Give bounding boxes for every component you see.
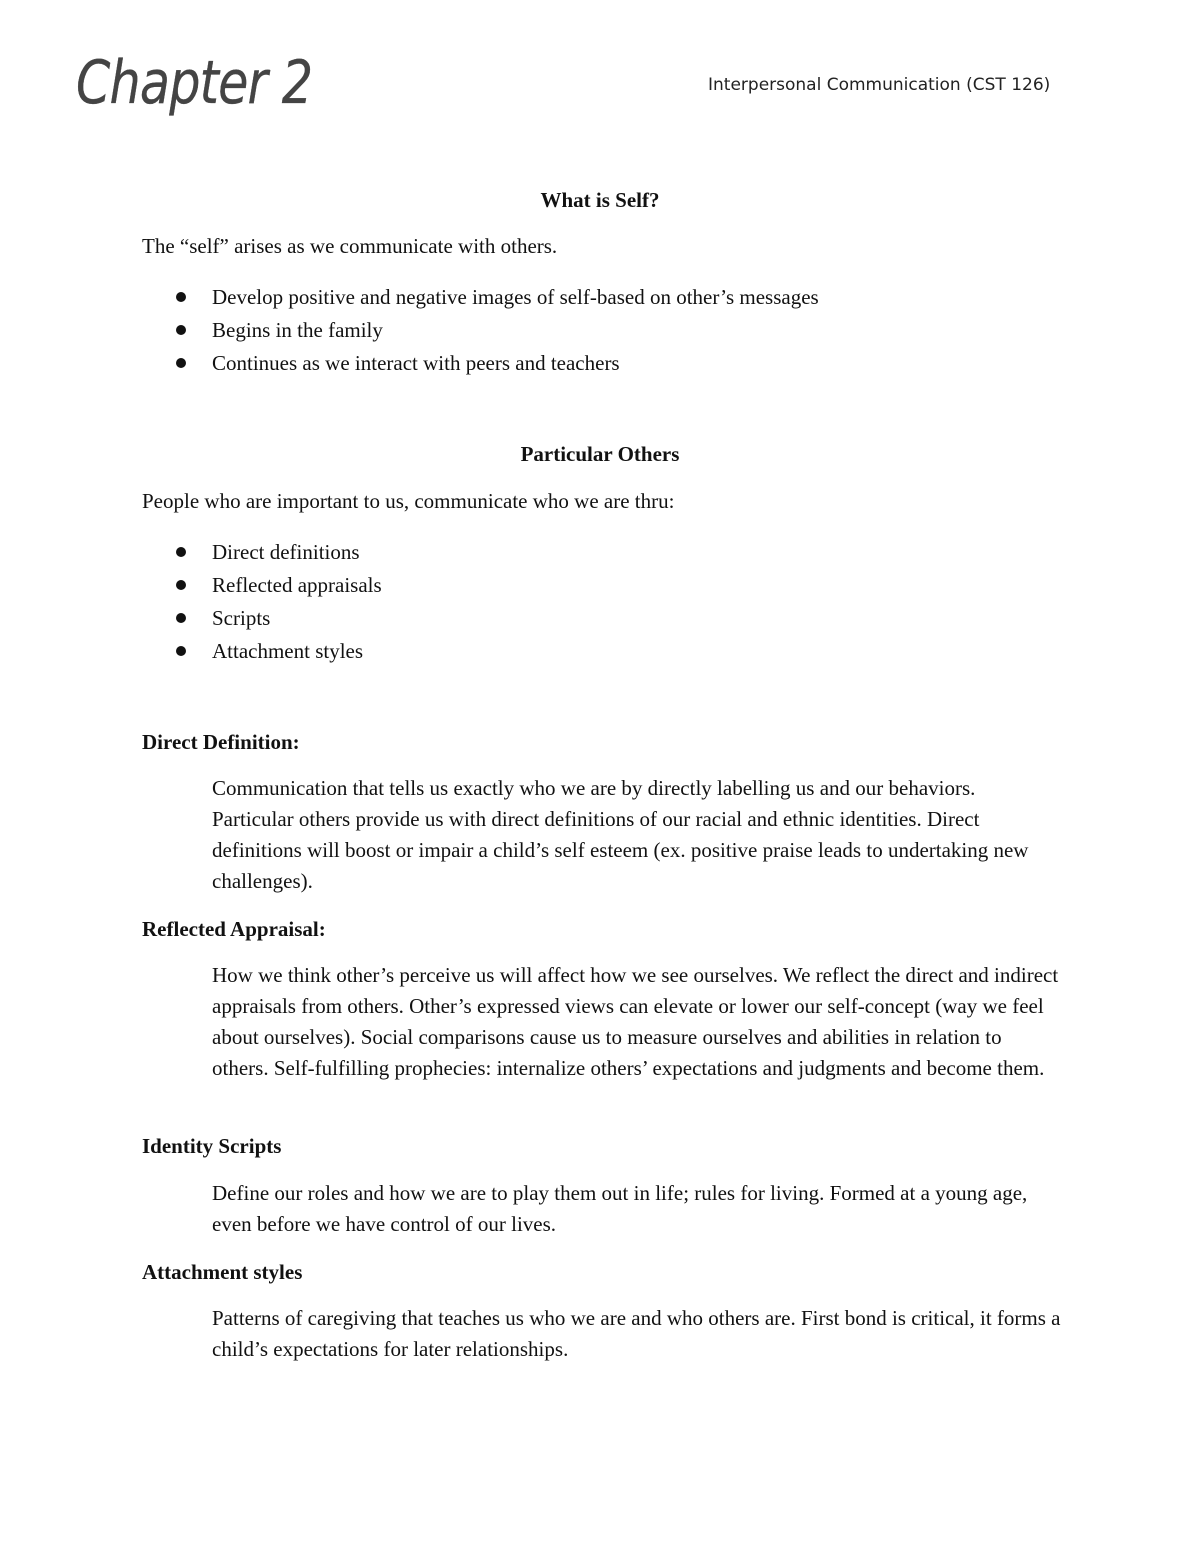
term-body-attachment-styles: Patterns of caregiving that teaches us who we are and who others are. First bond is critical, it forms a child’s expectations for later relationships. [212, 1306, 1061, 1361]
term-heading-attachment-styles: Attachment styles [142, 1260, 303, 1284]
bullet-icon [176, 613, 186, 623]
section-intro-self: The “self” arises as we communicate with others. [142, 234, 558, 258]
term-heading-direct-definition: Direct Definition: [142, 730, 300, 754]
bullet-icon [176, 646, 186, 656]
term-body-direct-definition: Communication that tells us exactly who we are by directly labelling us and our behaviors. Particular others provide us with direct definitions of our racial and ethnic identities. Direct definitions will boost or impair a child’s self esteem (ex. positive praise leads to undertaking new challenges). [212, 776, 1029, 893]
bullet-list-self [142, 283, 819, 382]
list-item: Develop positive and negative images of self-based on other’s messages [142, 283, 819, 316]
chapter-title: Chapter 2 [76, 48, 313, 118]
list-item: Begins in the family [142, 316, 819, 349]
section-intro-others: People who are important to us, communicate who we are thru: [142, 489, 675, 513]
list-item: Scripts [142, 604, 382, 637]
list-item: Continues as we interact with peers and teachers [142, 349, 819, 382]
list-item: Direct definitions [142, 538, 382, 571]
bullet-icon [176, 292, 186, 302]
term-heading-identity-scripts: Identity Scripts [142, 1134, 282, 1158]
bullet-icon [176, 580, 186, 590]
list-item: Reflected appraisals [142, 571, 382, 604]
term-body-reflected-appraisal: How we think other’s perceive us will affect how we see ourselves. We reflect the direct and indirect appraisals from others. Other’s expressed views can elevate or lower our self-concept (way we feel about ourselves). Social comparisons cause us to measure ourselves and abilities in relation to others. Self-fulfilling prophecies: internalize others’ expectations and judgments and become them. [212, 963, 1059, 1080]
bullet-icon [176, 547, 186, 557]
term-body-identity-scripts: Define our roles and how we are to play them out in life; rules for living. Formed at a young age, even before we have control of our lives. [212, 1181, 1028, 1236]
section-heading-others: Particular Others [520, 442, 680, 466]
course-name: Interpersonal Communication (CST 126) [708, 75, 1051, 95]
list-item: Attachment styles [142, 637, 382, 670]
bullet-list-others [142, 538, 382, 670]
bullet-icon [176, 358, 186, 368]
section-heading-self: What is Self? [540, 188, 660, 212]
term-heading-reflected-appraisal: Reflected Appraisal: [142, 917, 326, 941]
bullet-icon [176, 325, 186, 335]
